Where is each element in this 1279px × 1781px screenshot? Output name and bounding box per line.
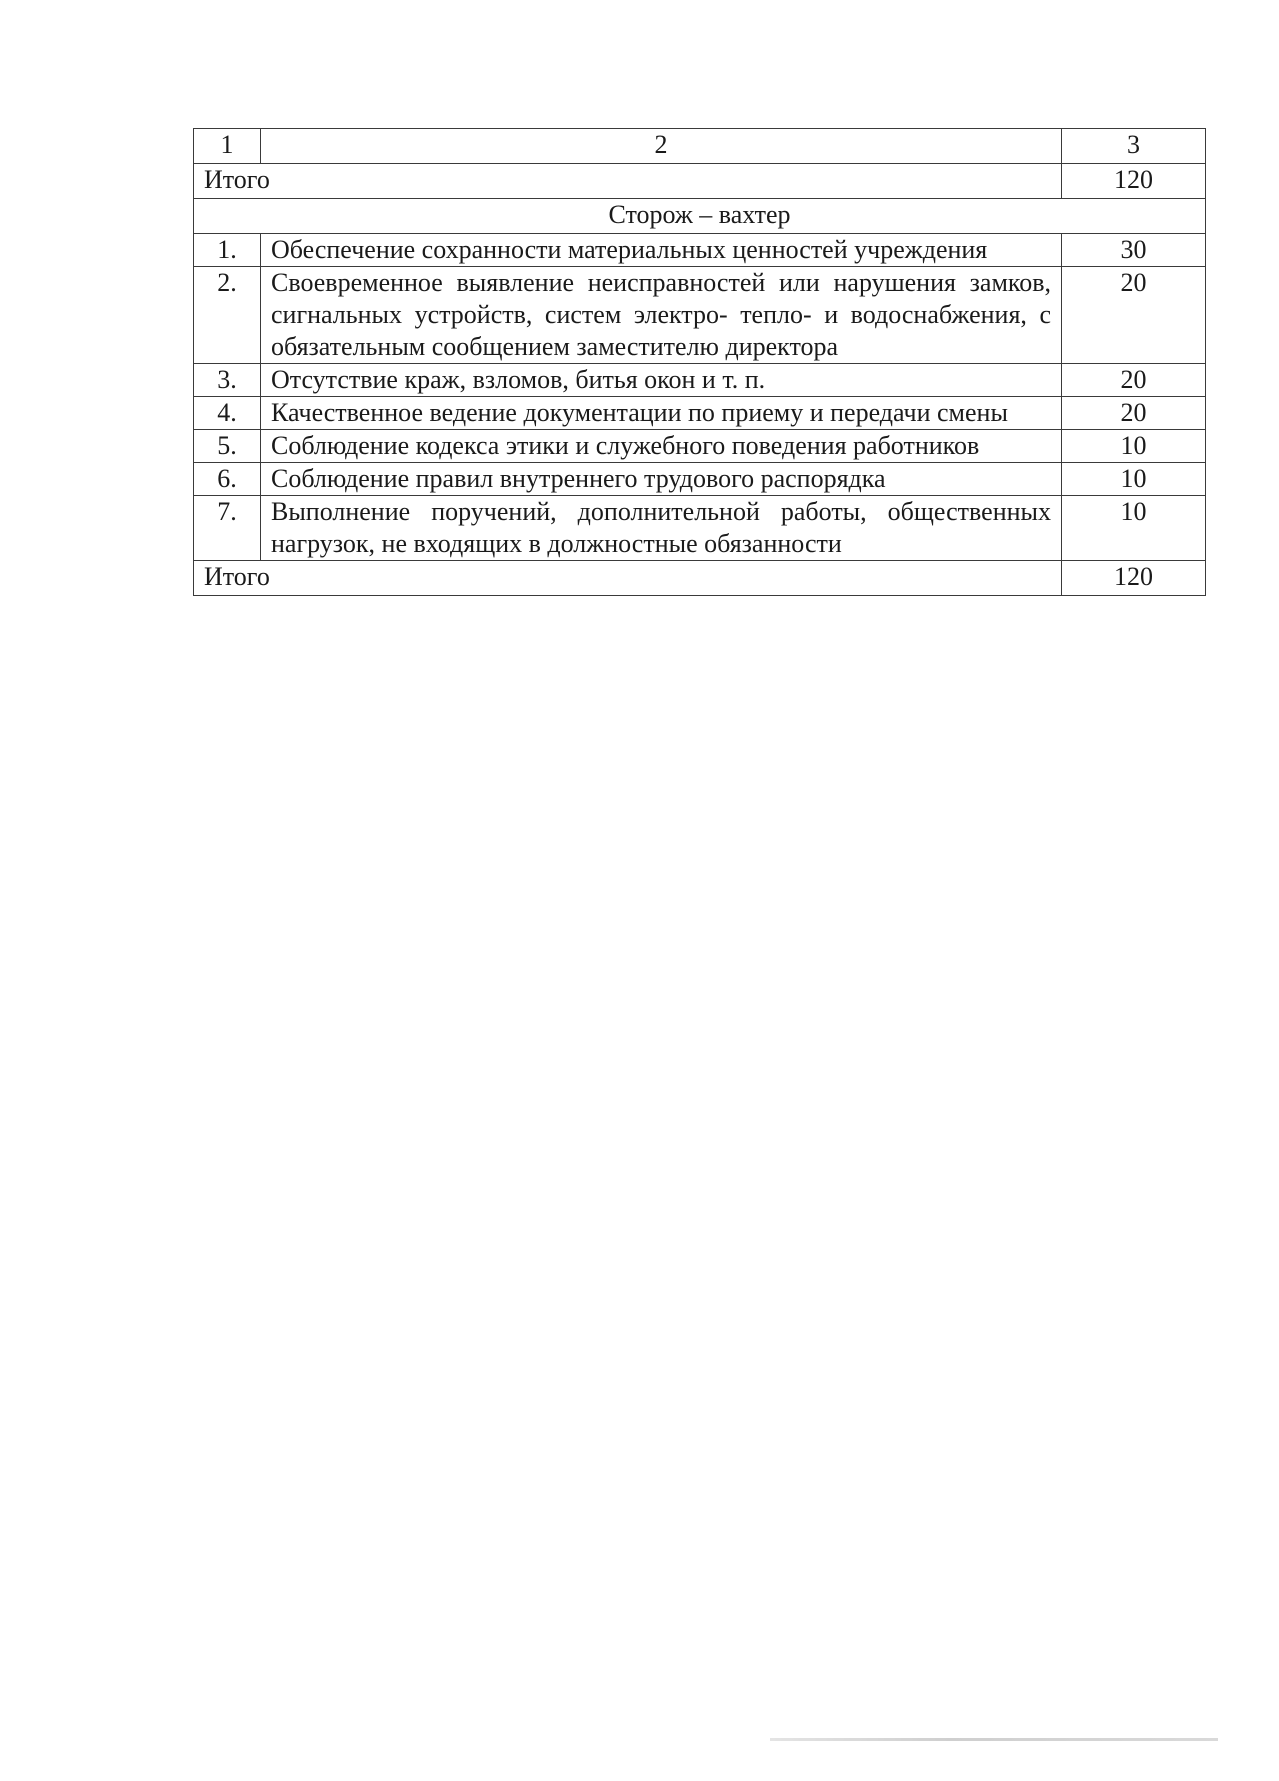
table-row [194,496,1206,561]
scan-artifact-line [770,1738,1218,1741]
row-number: 3. [194,364,261,397]
table-row [194,463,1206,496]
table-row [194,234,1206,267]
row-number: 6. [194,463,261,496]
column-number-2: 2 [261,129,1062,164]
section-title: Сторож – вахтер [194,199,1206,234]
row-criterion: Соблюдение правил внутреннего трудового распорядка [261,463,1062,496]
top-total-row [194,164,1206,199]
row-number: 7. [194,496,261,561]
row-score: 10 [1062,463,1206,496]
row-score: 20 [1062,267,1206,364]
table-row [194,397,1206,430]
row-number: 1. [194,234,261,267]
top-total-label: Итого [194,164,1062,199]
row-number: 2. [194,267,261,364]
row-number: 4. [194,397,261,430]
column-numbers-row [194,129,1206,164]
row-criterion: Качественное ведение документации по приему и передачи смены [261,397,1062,430]
bottom-total-label: Итого [194,561,1062,596]
row-criterion: Соблюдение кодекса этики и служебного поведения работников [261,430,1062,463]
row-number: 5. [194,430,261,463]
top-total-value: 120 [1062,164,1206,199]
table-row [194,364,1206,397]
criteria-table [193,128,1206,596]
row-score: 20 [1062,397,1206,430]
row-score: 10 [1062,496,1206,561]
row-criterion: Отсутствие краж, взломов, битья окон и т. п. [261,364,1062,397]
column-number-3: 3 [1062,129,1206,164]
row-score: 20 [1062,364,1206,397]
row-criterion: Обеспечение сохранности материальных ценностей учреждения [261,234,1062,267]
bottom-total-row [194,561,1206,596]
table-row [194,430,1206,463]
section-title-row [194,199,1206,234]
row-criterion: Выполнение поручений, дополнительной работы, общественных нагрузок, не входящих в должностные обязанности [261,496,1062,561]
column-number-1: 1 [194,129,261,164]
table-row [194,267,1206,364]
row-score: 30 [1062,234,1206,267]
row-criterion: Своевременное выявление неисправностей или нарушения замков, сигнальных устройств, систем электро- тепло- и водоснабжения, с обязательным сообщением заместителю директора [261,267,1062,364]
row-score: 10 [1062,430,1206,463]
bottom-total-value: 120 [1062,561,1206,596]
